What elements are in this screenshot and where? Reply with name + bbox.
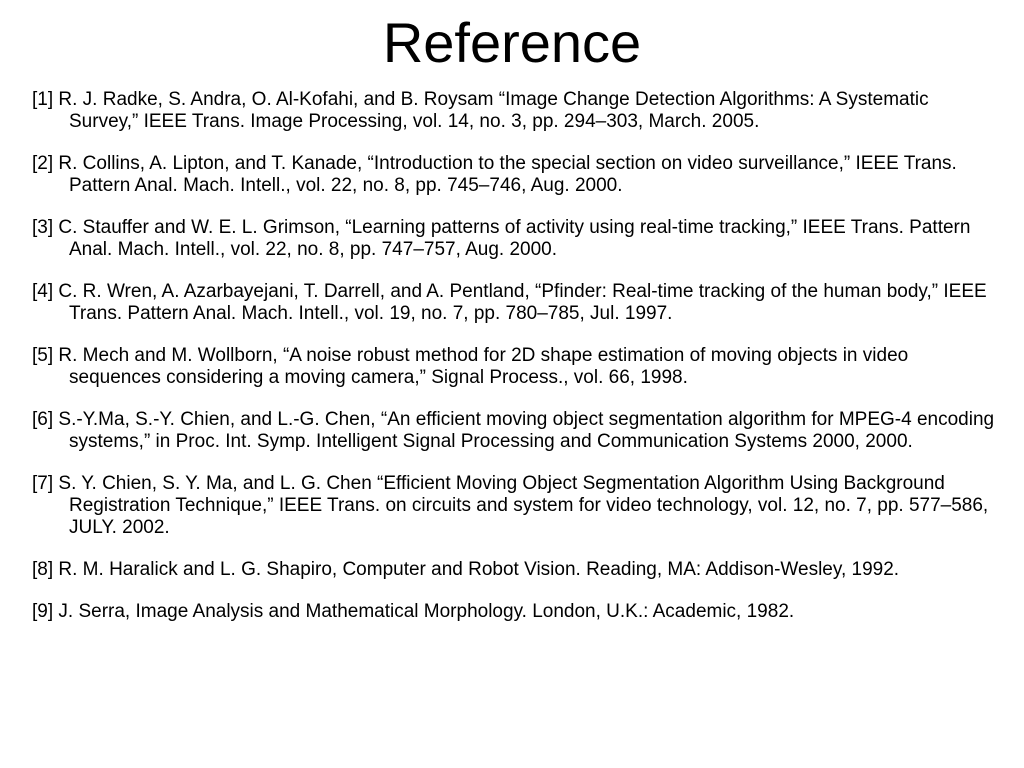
reference-list [32,89,1000,643]
reference-item-5: [5] R. Mech and M. Wollborn, “A noise robust method for 2D shape estimation of moving objects in video sequences considering a moving camera,” Signal Process., vol. 66, 1998. [32,345,909,388]
reference-item-7: [7] S. Y. Chien, S. Y. Ma, and L. G. Chen “Efficient Moving Object Segmentation Algorithm Using Background Registration Technique,” IEEE Trans. on circuits and system for video technology, vol. 12, no. 7, pp. 577–586, JULY. 2002. [32,473,989,538]
reference-item-3: [3] C. Stauffer and W. E. L. Grimson, “Learning patterns of activity using real-time tracking,” IEEE Trans. Pattern Anal. Mach. Intell., vol. 22, no. 8, pp. 747–757, Aug. 2000. [32,217,971,260]
reference-item-2: [2] R. Collins, A. Lipton, and T. Kanade, “Introduction to the special section on video surveillance,” IEEE Trans. Pattern Anal. Mach. Intell., vol. 22, no. 8, pp. 745–746, Aug. 2000. [32,153,957,196]
slide-title: Reference [382,11,642,74]
reference-item-8: [8] R. M. Haralick and L. G. Shapiro, Computer and Robot Vision. Reading, MA: Addison-Wesley, 1992. [32,559,900,580]
reference-item-6: [6] S.-Y.Ma, S.-Y. Chien, and L.-G. Chen, “An efficient moving object segmentation algorithm for MPEG-4 encoding systems,” in Proc. Int. Symp. Intelligent Signal Processing and Communication Systems 2000, 2000. [32,409,995,452]
reference-item-9: [9] J. Serra, Image Analysis and Mathematical Morphology. London, U.K.: Academic, 1982. [32,601,795,622]
reference-item-4: [4] C. R. Wren, A. Azarbayejani, T. Darrell, and A. Pentland, “Pfinder: Real-time tracking of the human body,” IEEE Trans. Pattern Anal. Mach. Intell., vol. 19, no. 7, pp. 780–785, Jul. 1997. [32,281,987,324]
reference-item-1: [1] R. J. Radke, S. Andra, O. Al-Kofahi, and B. Roysam “Image Change Detection Algorithms: A Systematic Survey,” IEEE Trans. Image Processing, vol. 14, no. 3, pp. 294–303, March. 2005. [32,89,929,132]
